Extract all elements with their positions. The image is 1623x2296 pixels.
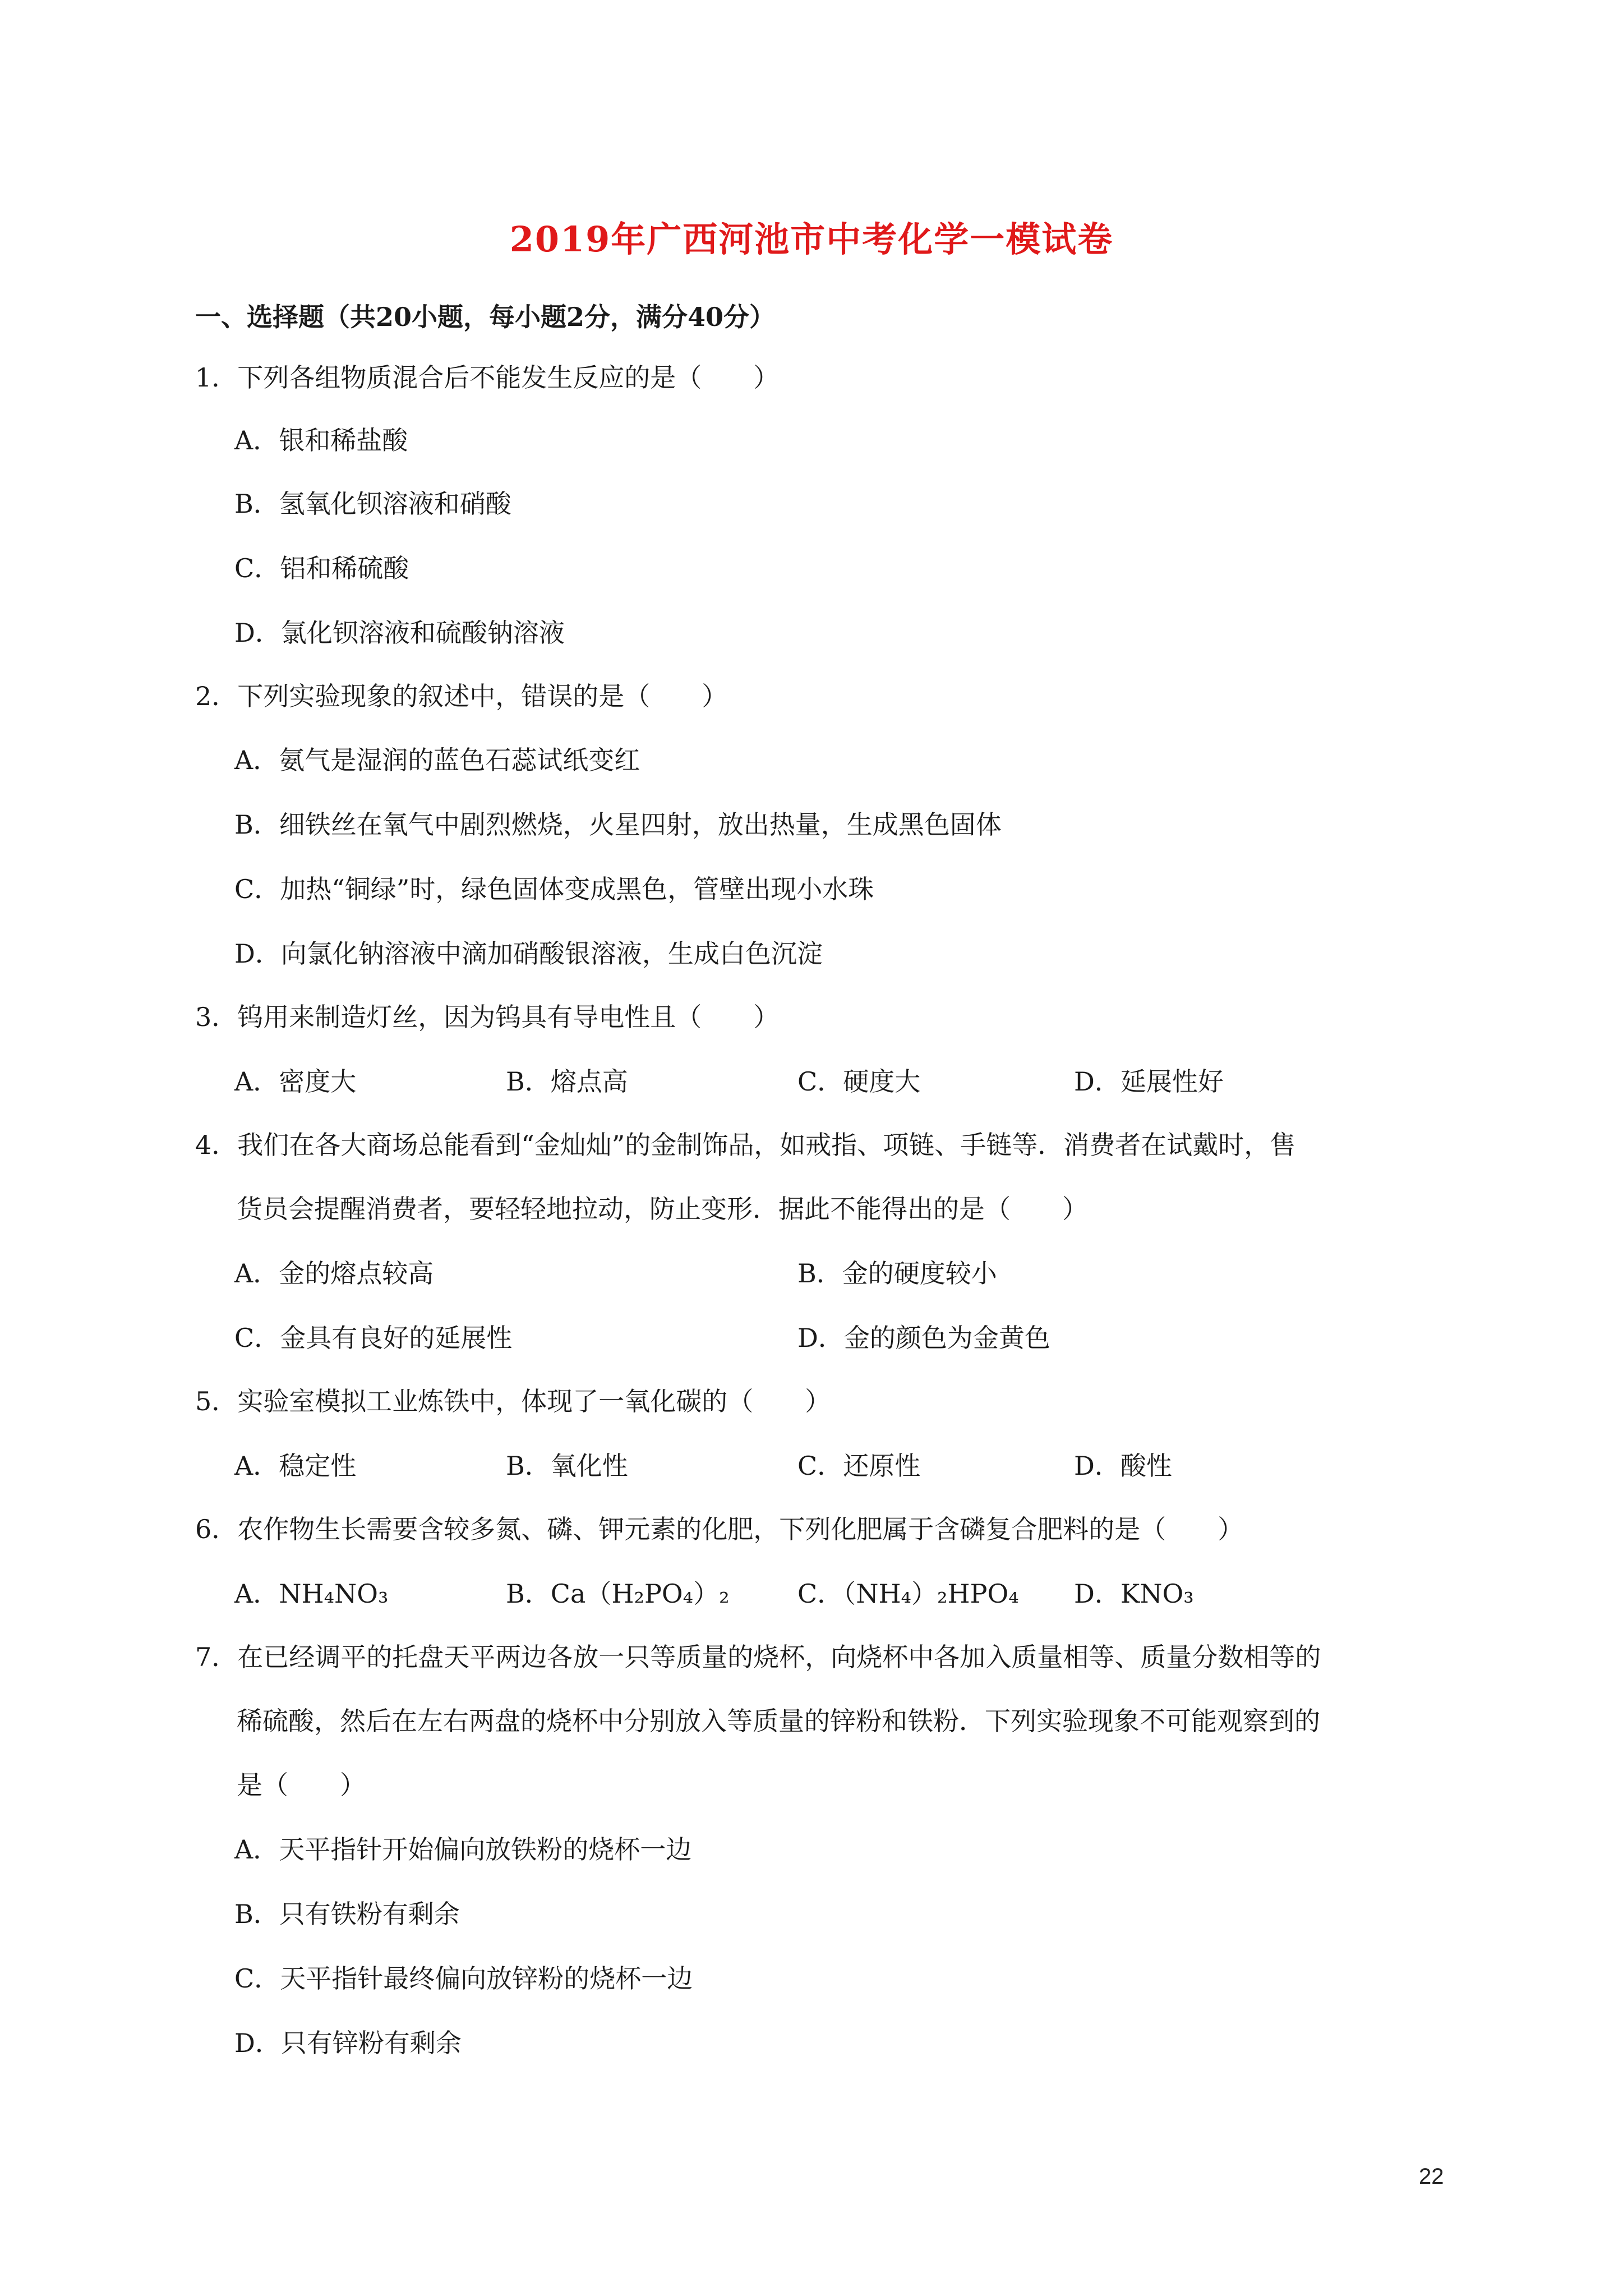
question-7-stem-continued: 稀硫酸，然后在左右两盘的烧杯中分别放入等质量的锌粉和铁粉．下列实验现象不可能观察到的 [237, 1706, 1320, 1736]
question-7-stem: 7．在已经调平的托盘天平两边各放一只等质量的烧杯，向烧杯中各加入质量相等、质量分数相等的 [195, 1642, 1321, 1672]
question-2-stem: 2．下列实验现象的叙述中，错误的是（ ） [195, 681, 728, 711]
question-4-stem: 4．我们在各大商场总能看到“金灿灿”的金制饰品，如戒指、项链、手链等．消费者在试戴时，售 [195, 1130, 1296, 1160]
question-7-option-d: D．只有锌粉有剩余 [234, 2028, 462, 2058]
exam-title: 2019年广西河池市中考化学一模试卷 [509, 219, 1114, 260]
question-6-option-d: D．KNO₃ [1074, 1579, 1194, 1609]
question-3-option-d: D．延展性好 [1074, 1066, 1224, 1097]
question-4-option-b: B．金的硬度较小 [797, 1258, 997, 1289]
question-4-stem-continued: 货员会提醒消费者，要轻轻地拉动，防止变形．据此不能得出的是（ ） [237, 1194, 1088, 1224]
question-7-stem-end: 是（ ） [237, 1770, 366, 1800]
question-6-option-b: B．Ca（H₂PO₄）₂ [506, 1579, 730, 1609]
section-heading: 一、选择题（共20小题，每小题2分，满分40分） [195, 302, 776, 332]
question-6-option-a: A．NH₄NO₃ [234, 1579, 389, 1609]
question-5-option-c: C．还原性 [797, 1451, 921, 1481]
question-3-option-a: A．密度大 [234, 1066, 357, 1097]
question-4-option-c: C．金具有良好的延展性 [234, 1323, 513, 1353]
question-2-option-b: B．细铁丝在氧气中剧烈燃烧，火星四射，放出热量，生成黑色固体 [234, 809, 1002, 840]
question-1-option-a: A．银和稀盐酸 [234, 425, 408, 455]
question-5-option-a: A．稳定性 [234, 1451, 357, 1481]
question-3-option-c: C．硬度大 [797, 1066, 921, 1097]
question-1-option-b: B．氢氧化钡溶液和硝酸 [234, 489, 511, 519]
question-7-option-a: A．天平指针开始偏向放铁粉的烧杯一边 [234, 1834, 692, 1865]
question-7-option-c: C．天平指针最终偏向放锌粉的烧杯一边 [234, 1963, 693, 1994]
question-5-option-d: D．酸性 [1074, 1451, 1172, 1481]
question-4-option-a: A．金的熔点较高 [234, 1258, 434, 1289]
question-6-stem: 6．农作物生长需要含较多氮、磷、钾元素的化肥，下列化肥属于含磷复合肥料的是（ ） [195, 1514, 1244, 1544]
question-2-option-c: C．加热“铜绿”时，绿色固体变成黑色，管壁出现小水珠 [234, 874, 874, 904]
question-3-stem: 3．钨用来制造灯丝，因为钨具有导电性且（ ） [195, 1002, 780, 1032]
question-5-stem: 5．实验室模拟工业炼铁中，体现了一氧化碳的（ ） [195, 1386, 831, 1416]
question-5-option-b: B．氧化性 [506, 1451, 628, 1481]
question-7-option-b: B．只有铁粉有剩余 [234, 1899, 460, 1929]
question-2-option-d: D．向氯化钠溶液中滴加硝酸银溶液，生成白色沉淀 [234, 938, 823, 969]
question-1-option-c: C．铝和稀硫酸 [234, 553, 409, 583]
question-1-option-d: D．氯化钡溶液和硫酸钠溶液 [234, 618, 565, 648]
question-6-option-c: C．（NH₄）₂HPO₄ [797, 1579, 1019, 1609]
question-2-option-a: A．氨气是湿润的蓝色石蕊试纸变红 [234, 745, 640, 775]
question-4-option-d: D．金的颜色为金黄色 [797, 1323, 1050, 1353]
question-3-option-b: B．熔点高 [506, 1066, 628, 1097]
page-number: 22 [1419, 2164, 1444, 2189]
question-1-stem: 1．下列各组物质混合后不能发生反应的是（ ） [195, 362, 780, 393]
